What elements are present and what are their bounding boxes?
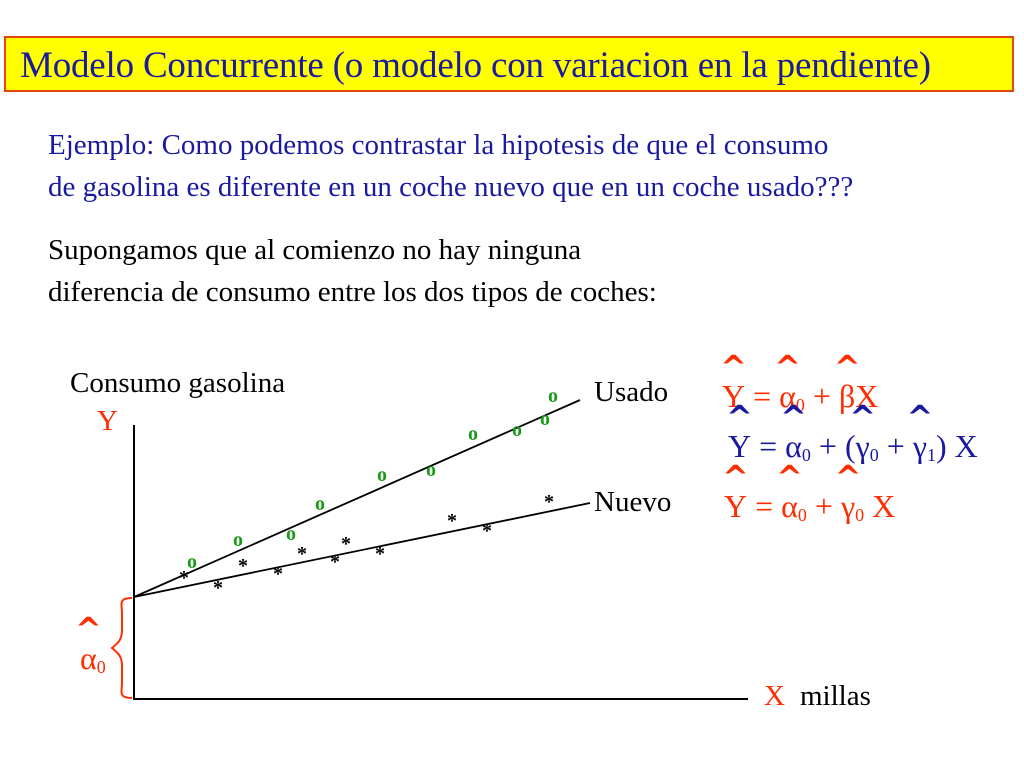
eq3-plus: + [806, 488, 841, 524]
nuevo-point-2: * [213, 577, 223, 599]
nuevo-point-3: * [238, 555, 248, 577]
eq1-x: X [855, 378, 879, 414]
usado-point-10: o [548, 385, 558, 407]
alpha-hat-symbol: ^ α [80, 640, 97, 677]
intercept-brace [112, 598, 132, 698]
nuevo-point-6: * [330, 551, 340, 573]
eq2-y-hat: ^ Y [728, 428, 751, 465]
nuevo-point-9: * [447, 510, 457, 532]
eq3-equals: = [747, 488, 782, 524]
usado-label: Usado [594, 376, 669, 408]
assumption-line-2: diferencia de consumo entre los dos tipos de coches: [48, 276, 657, 308]
usado-point-3: o [286, 523, 296, 545]
eq3-alpha-hat: ^ α [781, 488, 798, 525]
eq2-gamma0-hat: ^ γ [856, 428, 870, 465]
eq3-y-hat: ^ Y [724, 488, 747, 525]
eq1-beta-hat: ^ β [839, 378, 855, 415]
example-line-1: Ejemplo: Como podemos contrastar la hipotesis de que el consumo [48, 129, 829, 161]
x-axis-unit: millas [800, 680, 871, 712]
eq3-gamma0-hat: ^ γ [841, 488, 855, 525]
usado-point-5: o [377, 464, 387, 486]
alpha-subscript: 0 [96, 657, 106, 677]
y-axis-title: Consumo gasolina [70, 367, 286, 399]
eq2-gamma0-sub: 0 [869, 445, 879, 465]
example-line-2: de gasolina es diferente en un coche nuevo que en un coche usado??? [48, 171, 854, 203]
eq2-gamma1-sub: 1 [926, 445, 936, 465]
nuevo-regression-line [134, 503, 590, 597]
y-axis-label: Y [97, 405, 118, 437]
assumption-line-1: Supongamos que al comienzo no hay ninguna [48, 234, 582, 266]
usado-point-8: o [512, 419, 522, 441]
nuevo-point-5: * [297, 543, 307, 565]
nuevo-point-8: * [375, 543, 385, 565]
eq1-plus: + [804, 378, 839, 414]
nuevo-point-10: * [482, 520, 492, 542]
eq2-gamma1-hat: ^ γ [913, 428, 927, 465]
eq3-alpha-sub: 0 [797, 505, 807, 525]
intercept-label [80, 640, 106, 678]
equation-nuevo [724, 488, 895, 526]
usado-point-9: o [540, 408, 550, 430]
eq1-equals: = [745, 378, 780, 414]
usado-point-4: o [315, 493, 325, 515]
eq2-alpha-sub: 0 [801, 445, 811, 465]
eq2-plus2: + [878, 428, 913, 464]
eq1-alpha-sub: 0 [795, 395, 805, 415]
nuevo-point-4: * [273, 563, 283, 585]
eq2-equals: = [751, 428, 786, 464]
usado-point-6: o [426, 459, 436, 481]
usado-points [187, 385, 558, 573]
eq1-alpha-hat: ^ α [779, 378, 796, 415]
nuevo-point-1: * [179, 567, 189, 589]
eq2-close: ) X [935, 428, 978, 464]
eq2-alpha-hat: ^ α [785, 428, 802, 465]
eq1-y-hat: ^ Y [722, 378, 745, 415]
nuevo-point-11: * [544, 491, 554, 513]
x-axis-label: X [764, 680, 785, 712]
usado-point-2: o [233, 529, 243, 551]
eq3-x: X [864, 488, 896, 524]
eq2-plus: + ( [810, 428, 856, 464]
nuevo-label: Nuevo [594, 486, 672, 518]
eq3-gamma0-sub: 0 [855, 505, 865, 525]
slide-title: Modelo Concurrente (o modelo con variacion en la pendiente) [20, 45, 931, 86]
nuevo-point-7: * [341, 533, 351, 555]
usado-point-1: o [187, 551, 197, 573]
usado-point-7: o [468, 423, 478, 445]
